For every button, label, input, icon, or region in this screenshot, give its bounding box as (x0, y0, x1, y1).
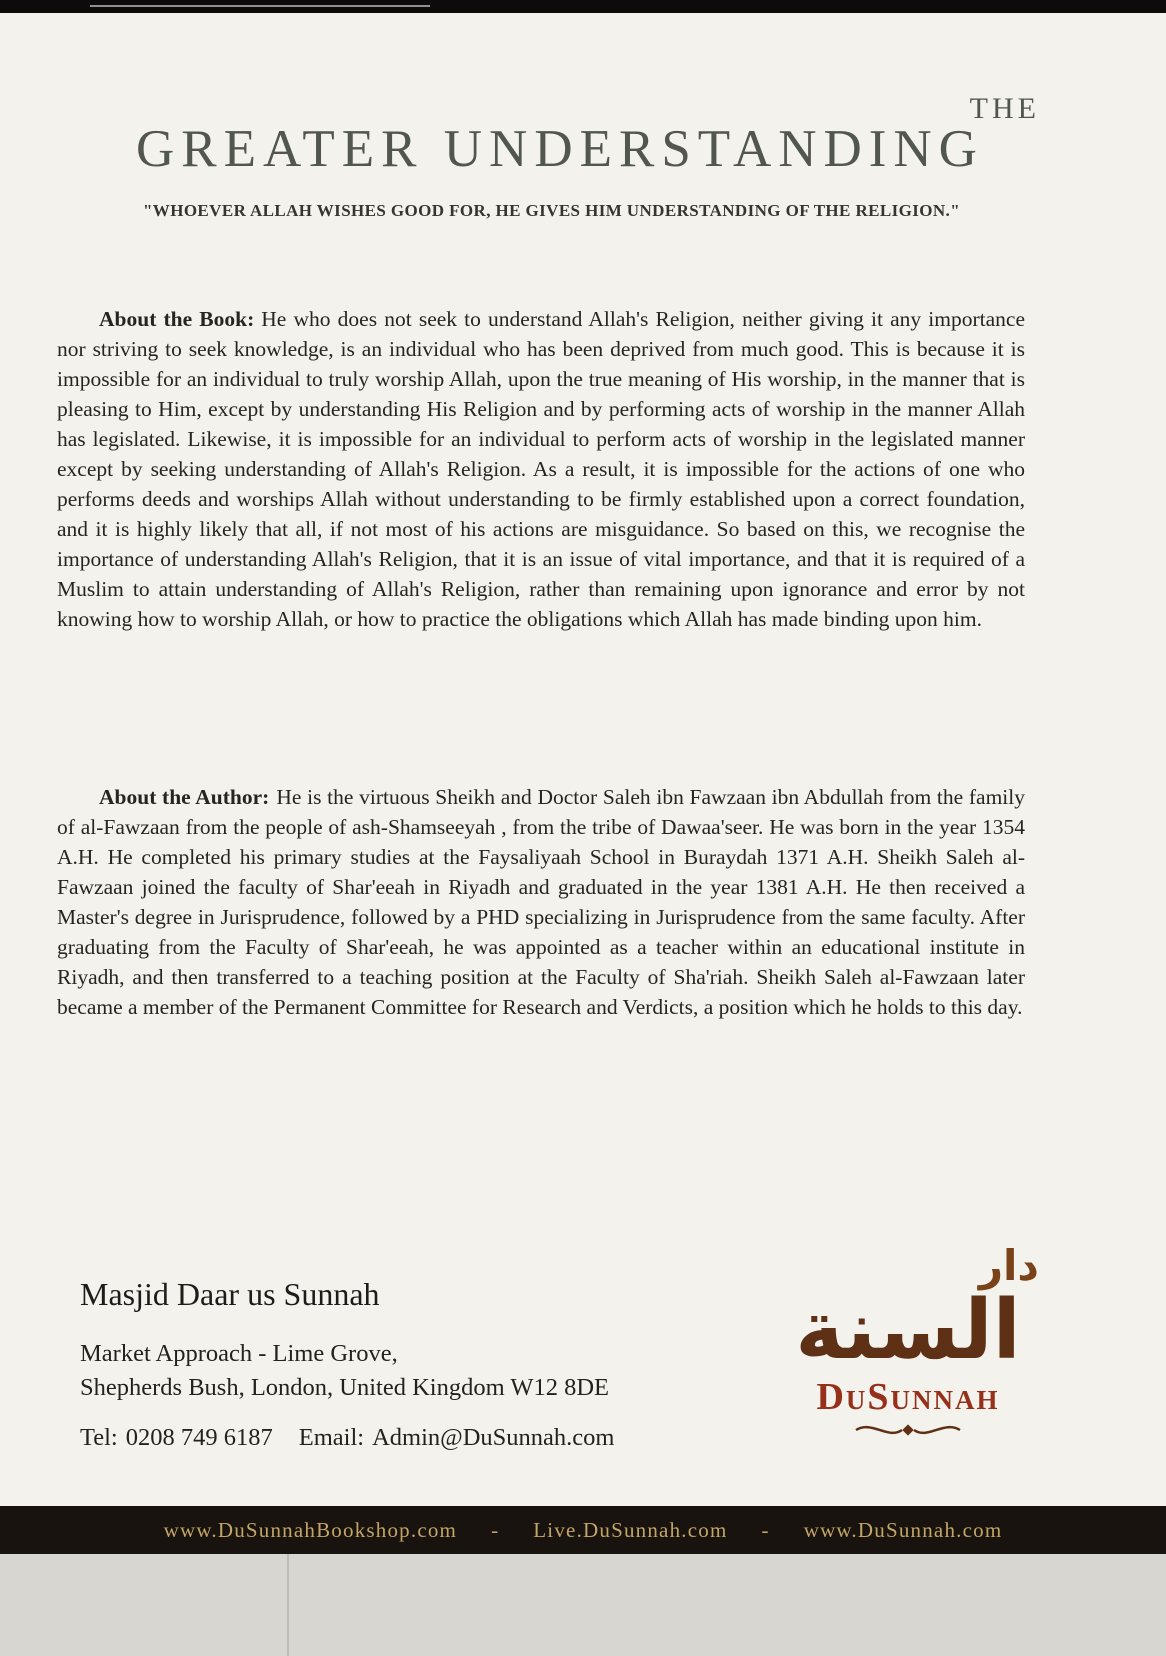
about-the-author-text: He is the virtuous Sheikh and Doctor Saleh ibn Fawzaan ibn Abdullah from the family of al-Fawzaan from the people of ash-Shamseeyah , from the tribe of Dawaa'seer. He was born in the year 1354 A.H. He completed his primary studies at the Faysaliyaah School in Buraydah 1371 A.H. Sheikh Saleh al-Fawzaan joined the faculty of Shar'eeah in Riyadh and graduated in the year 1381 A.H. He then received a Master's degree in Jurisprudence, followed by a PHD specializing in Jurisprudence from the same faculty. After graduating from the Faculty of Shar'eeah, he was appointed as a teacher within an educational institute in Riyadh, and then transferred to a teaching position at the Faculty of Sha'riah. Sheikh Saleh al-Fawzaan later became a member of the Permanent Committee for Research and Verdicts, a position which he holds to this day. (57, 784, 1025, 1019)
scan-artifact (90, 5, 430, 7)
title-subtitle: "WHOEVER ALLAH WISHES GOOD FOR, HE GIVES HIM UNDERSTANDING OF THE RELIGION." (142, 201, 961, 220)
about-the-book-text: He who does not seek to understand Allah's Religion, neither giving it any importance nor striving to seek knowledge, is an individual who has been deprived from much good. This is because it is impossible for an individual to truly worship Allah, upon the true meaning of His worship, in the manner that is pleasing to Him, except by understanding His Religion and by performing acts of worship in the manner Allah has legislated. Likewise, it is impossible for an individual to perform acts of worship in the legislated manner except by seeking understanding of Allah's Religion. As a result, it is impossible for the actions of one who performs deeds and worships Allah without understanding to be firmly established upon a correct foundation, and it is highly likely that all, if not most of his actions are misguidance. So based on this, we recognise the importance of understanding Allah's Religion, that it is an issue of vital importance, and that it is required of a Muslim to attain understanding of Allah's Religion, rather than remaining upon ignorance and error by not knowing how to worship Allah, or how to practice the obligations which Allah has made binding upon him. (57, 306, 1026, 631)
scan-bottom-edge (0, 1554, 1166, 1656)
about-the-author-paragraph (57, 782, 1025, 1022)
footer-separator: - (761, 1517, 770, 1542)
footer-link-live: Live.DuSunnah.com (533, 1517, 728, 1542)
dusunnah-arabic-calligraphy (763, 1241, 1053, 1379)
about-the-author-label: About the Author: (99, 784, 270, 809)
dusunnah-wordmark: DuSunnah (816, 1376, 1000, 1419)
arabic-sunnah-text: السنة (795, 1283, 1021, 1379)
title-the: THE (969, 92, 1040, 125)
email-label: Email: (298, 1424, 365, 1451)
about-the-book-label: About the Book: (99, 306, 255, 331)
arabic-dar-text: دار (978, 1241, 1039, 1290)
address-line-2: Shepherds Bush, London, United Kingdom W12 8DE (80, 1374, 609, 1401)
email-address: Admin@DuSunnah.com (372, 1424, 615, 1451)
tel-label: Tel: (80, 1424, 118, 1451)
scan-artifact-line (287, 1554, 289, 1656)
scan-top-edge (0, 0, 1166, 13)
address-line-1: Market Approach - Lime Grove, (80, 1340, 398, 1367)
about-the-book-paragraph (57, 304, 1025, 634)
contact-line (80, 1424, 622, 1452)
footer-link-bookshop: www.DuSunnahBookshop.com (163, 1517, 458, 1542)
footer-link-main: www.DuSunnah.com (803, 1517, 1003, 1542)
masjid-name: Masjid Daar us Sunnah (80, 1276, 380, 1312)
footer-websites-bar (0, 1506, 1166, 1554)
footer-separator: - (491, 1517, 500, 1542)
flourish-ornament-icon (763, 1420, 1053, 1445)
page-title: GREATER UNDERSTANDING (136, 120, 984, 178)
dusunnah-logo (763, 1241, 1053, 1445)
tel-number: 0208 749 6187 (125, 1424, 273, 1451)
